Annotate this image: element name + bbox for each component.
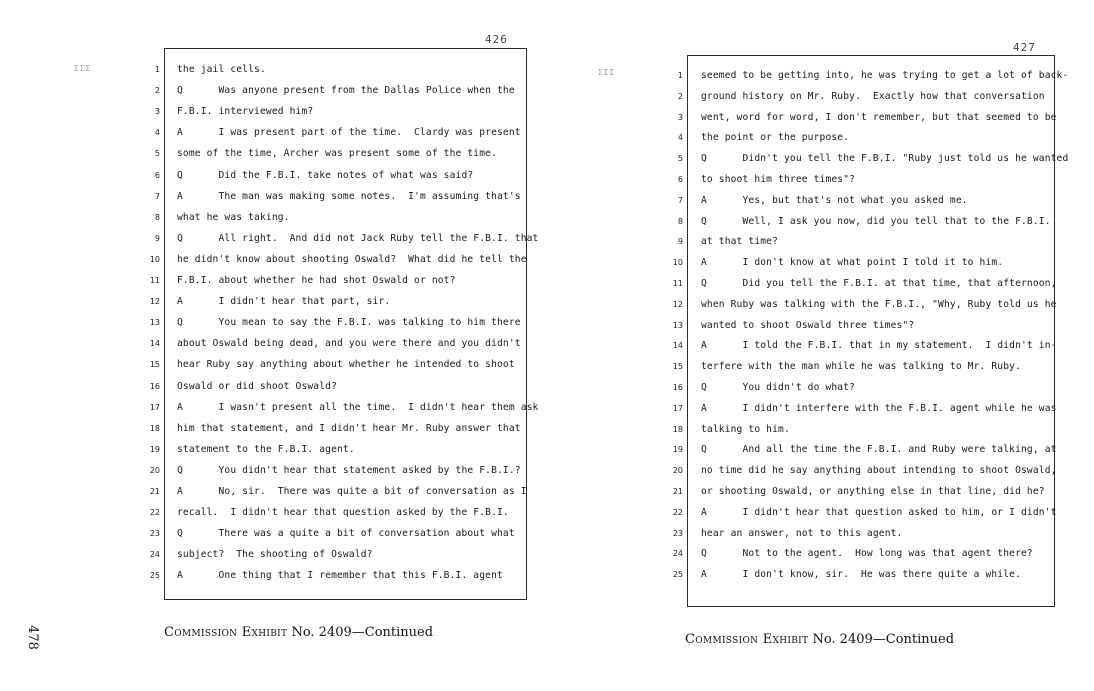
left-page-number: 426 xyxy=(485,33,508,46)
transcript-line: Q You mean to say the F.B.I. was talking to him there xyxy=(177,317,521,329)
line-number: 17 xyxy=(672,403,683,413)
line-number: 3 xyxy=(154,107,160,117)
transcript-line: Oswald or did shoot Oswald? xyxy=(177,380,337,392)
right-page-number: 427 xyxy=(1013,41,1036,54)
transcript-line: A I didn't hear that question asked to him, or I didn't xyxy=(701,506,1057,518)
line-number: 20 xyxy=(149,465,160,475)
transcript-line: went, word for word, I don't remember, but that seemed to be xyxy=(701,111,1057,123)
line-number: 11 xyxy=(149,276,160,285)
transcript-line: Q Did the F.B.I. take notes of what was said? xyxy=(177,169,474,181)
line-number: 2 xyxy=(154,86,160,96)
transcript-line: at that time? xyxy=(701,236,779,248)
transcript-line: hear Ruby say anything about whether he intended to shoot xyxy=(177,359,515,371)
transcript-line: Q You didn't do what? xyxy=(701,382,856,393)
transcript-line: ground history on Mr. Ruby. Exactly how that conversation xyxy=(701,90,1045,102)
transcript-line: terfere with the man while he was talking to Mr. Ruby. xyxy=(701,361,1021,373)
line-number: 9 xyxy=(677,237,683,247)
line-number: 19 xyxy=(149,444,160,454)
line-number: 20 xyxy=(672,466,683,476)
line-number: 4 xyxy=(677,133,683,143)
transcript-line: hear an answer, not to this agent. xyxy=(701,527,903,539)
transcript-line: some of the time, Archer was present some of the time. xyxy=(177,148,497,160)
transcript-line: when Ruby was talking with the F.B.I., "Why, Ruby told us he xyxy=(701,298,1057,310)
line-number: 22 xyxy=(672,507,683,517)
line-number: 4 xyxy=(154,128,160,138)
transcript-line: A I don't know at what point I told it to him. xyxy=(701,257,1004,269)
transcript-line: Q Didn't you tell the F.B.I. "Ruby just told us he wanted xyxy=(701,153,1069,165)
transcript-line: A I told the F.B.I. that in my statement. I didn't in- xyxy=(701,340,1057,352)
transcript-line: A I didn't hear that part, sir. xyxy=(177,296,391,308)
line-number: 25 xyxy=(672,570,683,580)
left-caption xyxy=(164,625,433,640)
right-caption xyxy=(685,632,954,647)
transcript-line: A The man was making some notes. I'm assuming that's xyxy=(177,190,521,202)
right-caption-rest: No. 2409—Continued xyxy=(808,632,955,647)
transcript-line: he didn't know about shooting Oswald? What did he tell the xyxy=(177,253,527,265)
line-number: 7 xyxy=(154,191,160,201)
transcript-line: the point or the purpose. xyxy=(701,132,850,144)
transcript-line: no time did he say anything about intending to shoot Oswald, xyxy=(701,465,1057,477)
transcript-line: to shoot him three times"? xyxy=(701,174,856,185)
line-number: 8 xyxy=(154,212,160,222)
line-number: 8 xyxy=(677,216,683,226)
line-number: 23 xyxy=(149,529,160,539)
line-number: 16 xyxy=(672,383,683,392)
transcript-line: what he was taking. xyxy=(177,211,290,223)
line-number: 5 xyxy=(677,154,683,164)
line-number: 14 xyxy=(149,339,160,349)
line-number: 12 xyxy=(149,297,160,307)
transcript-line: Q Well, I ask you now, did you tell that to the F.B.I. xyxy=(701,215,1051,227)
line-number: 24 xyxy=(149,550,160,560)
line-number: 10 xyxy=(149,254,160,264)
left-caption-rest: No. 2409—Continued xyxy=(287,625,434,640)
line-number: 24 xyxy=(672,549,683,559)
transcript-line: Q You didn't hear that statement asked by the F.B.I.? xyxy=(177,464,521,476)
transcript-line: A One thing that I remember that this F.B.I. agent xyxy=(177,570,503,582)
line-number: 9 xyxy=(154,233,160,243)
transcript-line: A Yes, but that's not what you asked me. xyxy=(701,194,968,206)
transcript-line: Q There was a quite a bit of conversation about what xyxy=(177,528,515,540)
line-number: 14 xyxy=(672,341,683,351)
transcript-line: F.B.I. about whether he had shot Oswald or not? xyxy=(177,275,456,286)
transcript-line: him that statement, and I didn't hear Mr. Ruby answer that xyxy=(177,422,521,434)
transcript-line: A No, sir. There was quite a bit of conversation as I xyxy=(177,486,527,497)
line-number: 15 xyxy=(149,360,160,370)
transcript-line: or shooting Oswald, or anything else in that line, did he? xyxy=(701,486,1045,497)
transcript-line: Q Did you tell the F.B.I. at that time, that afternoon, xyxy=(701,278,1057,289)
side-page-number: 478 xyxy=(24,625,40,650)
line-number: 16 xyxy=(149,381,160,391)
line-number: 19 xyxy=(672,445,683,455)
transcript-line: subject? The shooting of Oswald? xyxy=(177,549,373,561)
transcript-line: A I wasn't present all the time. I didn't hear them ask xyxy=(177,401,539,413)
transcript-line: Q Not to the agent. How long was that agent there? xyxy=(701,548,1033,560)
line-number: 22 xyxy=(149,508,160,518)
transcript-line: A I didn't interfere with the F.B.I. agent while he was xyxy=(701,402,1057,414)
line-number: 2 xyxy=(677,91,683,101)
line-number: 11 xyxy=(672,279,683,288)
left-margin-mark: ΣΣΣ xyxy=(74,64,92,73)
line-number: 12 xyxy=(672,299,683,309)
transcript-line: Q Was anyone present from the Dallas Police when the xyxy=(177,85,515,97)
line-number: 5 xyxy=(154,149,160,159)
transcript-line: the jail cells. xyxy=(177,64,266,75)
transcript-line: about Oswald being dead, and you were there and you didn't xyxy=(177,338,521,350)
transcript-line: A I was present part of the time. Clardy was present xyxy=(177,127,521,139)
transcript-line: F.B.I. interviewed him? xyxy=(177,106,314,118)
line-number: 6 xyxy=(677,175,683,184)
line-number: 6 xyxy=(154,170,160,180)
line-number: 17 xyxy=(149,402,160,412)
line-number: 1 xyxy=(677,71,683,80)
transcript-line: recall. I didn't hear that question asked by the F.B.I. xyxy=(177,507,509,519)
transcript-line: A I don't know, sir. He was there quite a while. xyxy=(701,569,1021,581)
line-number: 13 xyxy=(672,320,683,330)
line-number: 15 xyxy=(672,362,683,372)
line-number: 18 xyxy=(672,424,683,434)
transcript-line: wanted to shoot Oswald three times"? xyxy=(701,319,915,331)
line-number: 25 xyxy=(149,571,160,581)
left-caption-prefix: Commission Exhibit xyxy=(164,625,288,640)
line-number: 23 xyxy=(672,528,683,538)
transcript-line: seemed to be getting into, he was trying to get a lot of back- xyxy=(701,70,1069,81)
line-number: 10 xyxy=(672,258,683,268)
line-number: 18 xyxy=(149,423,160,433)
right-margin-mark: ΣΣΣ xyxy=(598,68,616,77)
transcript-line: statement to the F.B.I. agent. xyxy=(177,443,355,455)
line-number: 3 xyxy=(677,112,683,122)
line-number: 13 xyxy=(149,318,160,328)
right-caption-prefix: Commission Exhibit xyxy=(685,632,809,647)
line-number: 1 xyxy=(154,65,160,74)
transcript-line: talking to him. xyxy=(701,423,790,435)
line-number: 21 xyxy=(672,487,683,496)
transcript-line: Q All right. And did not Jack Ruby tell the F.B.I. that xyxy=(177,232,539,244)
line-number: 21 xyxy=(149,487,160,496)
line-number: 7 xyxy=(677,195,683,205)
transcript-line: Q And all the time the F.B.I. and Ruby were talking, at xyxy=(701,444,1057,456)
